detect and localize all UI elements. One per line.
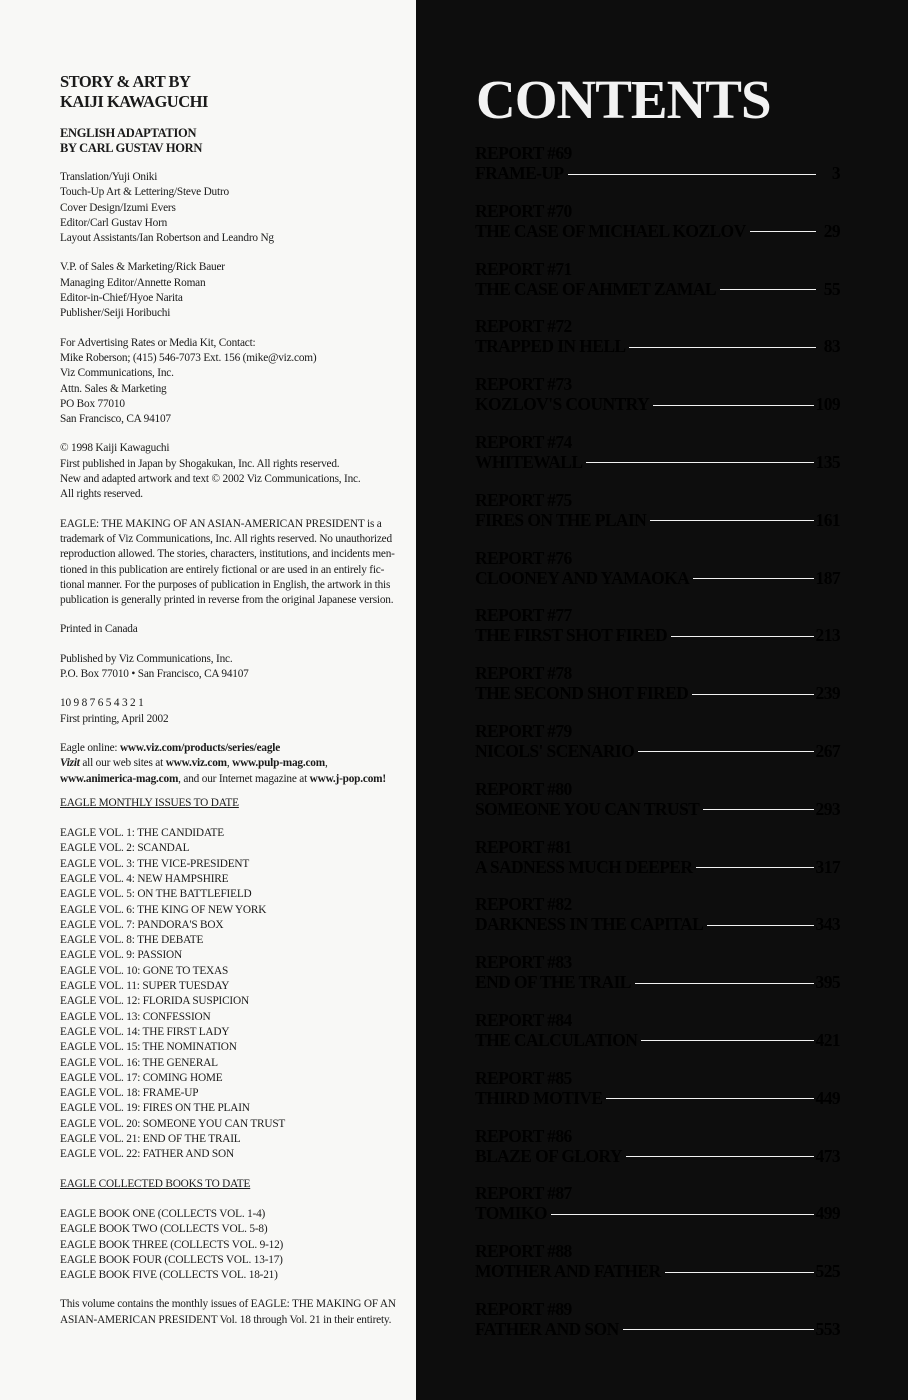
- report-number: REPORT #77: [475, 605, 572, 626]
- report-number: REPORT #70: [475, 200, 572, 221]
- chapter-title: A SADNESS MUCH DEEPER: [475, 856, 693, 877]
- contact-line: San Francisco, CA 94107: [60, 413, 171, 426]
- separator: ,: [226, 757, 233, 770]
- page-number: 239: [815, 683, 840, 704]
- list-item: EAGLE VOL. 1: THE CANDIDATE: [60, 827, 224, 840]
- page-number: 135: [815, 451, 840, 472]
- copyright-line: First published in Japan by Shogakukan, Inc. All rights reserved.: [60, 457, 340, 470]
- page-number: 29: [823, 220, 840, 241]
- list-item: EAGLE VOL. 16: THE GENERAL: [60, 1056, 218, 1069]
- toc-entry[interactable]: [475, 490, 840, 548]
- adaptation-credit-line1: ENGLISH ADAPTATION: [60, 126, 197, 140]
- staff-credit: Touch-Up Art & Lettering/Steve Dutro: [60, 186, 229, 199]
- page-number: 3: [831, 163, 840, 183]
- leader-rule: [638, 751, 813, 752]
- toc-entry[interactable]: [475, 259, 840, 317]
- leader-rule: [703, 809, 813, 810]
- story-credit: [60, 72, 405, 112]
- list-item: EAGLE VOL. 2: SCANDAL: [60, 842, 190, 855]
- toc-entry[interactable]: [475, 316, 840, 374]
- toc-entry[interactable]: [475, 952, 840, 1010]
- exclamation: !: [382, 772, 386, 785]
- trademark-notice: [60, 517, 405, 609]
- leader-rule: [750, 231, 816, 232]
- report-number: REPORT #74: [475, 431, 572, 452]
- printing-line: 10 9 8 7 6 5 4 3 2 1: [60, 697, 144, 710]
- list-item: EAGLE VOL. 19: FIRES ON THE PLAIN: [60, 1102, 250, 1115]
- list-item: EAGLE VOL. 11: SUPER TUESDAY: [60, 980, 230, 993]
- page-number: 449: [815, 1087, 840, 1108]
- leader-rule: [635, 983, 814, 984]
- online-label: Eagle online:: [60, 741, 120, 754]
- credits-page: [0, 0, 416, 1400]
- page-number: 473: [815, 1145, 840, 1166]
- staff-credit: Cover Design/Izumi Evers: [60, 201, 176, 214]
- list-item: EAGLE VOL. 3: THE VICE-PRESIDENT: [60, 857, 250, 870]
- toc-entry[interactable]: [475, 837, 840, 895]
- chapter-title: THE CASE OF MICHAEL KOZLOV: [475, 220, 746, 241]
- report-number: REPORT #87: [475, 1183, 572, 1204]
- toc-entry[interactable]: [475, 1010, 840, 1068]
- chapter-title: THE CASE OF AHMET ZAMAL: [475, 278, 716, 299]
- chapter-title: MOTHER AND FATHER: [475, 1261, 661, 1282]
- chapter-title: SOMEONE YOU CAN TRUST: [475, 798, 700, 819]
- leader-rule: [665, 1272, 814, 1273]
- report-number: REPORT #86: [475, 1125, 572, 1146]
- separator: ,: [324, 757, 328, 770]
- list-item: EAGLE VOL. 17: COMING HOME: [60, 1071, 223, 1084]
- page-number: 55: [823, 278, 840, 299]
- credits-column: [60, 72, 405, 1328]
- trademark-line: tional manner. For the purposes of publication in English, the artwork in this: [60, 578, 391, 591]
- printing-info: [60, 696, 405, 727]
- publisher-line: P.O. Box 77010 • San Francisco, CA 94107: [60, 668, 249, 681]
- chapter-title: THE FIRST SHOT FIRED: [475, 625, 668, 646]
- printed-in: [60, 622, 405, 637]
- page-number: 267: [815, 740, 840, 761]
- toc-entry[interactable]: [475, 374, 840, 432]
- toc-entry[interactable]: [475, 894, 840, 952]
- report-number: REPORT #72: [475, 316, 572, 337]
- trademark-line: publication is generally printed in reverse from the original Japanese version.: [60, 594, 394, 607]
- list-item: EAGLE VOL. 15: THE NOMINATION: [60, 1041, 237, 1054]
- list-item: EAGLE VOL. 12: FLORIDA SUSPICION: [60, 995, 249, 1008]
- report-number: REPORT #71: [475, 258, 572, 279]
- contact-line: Viz Communications, Inc.: [60, 367, 174, 380]
- leader-rule: [653, 405, 813, 406]
- toc-entry[interactable]: [475, 721, 840, 779]
- toc-entry[interactable]: [475, 143, 840, 201]
- list-item: EAGLE VOL. 4: NEW HAMPSHIRE: [60, 872, 229, 885]
- adaptation-credit: [60, 126, 405, 156]
- contact-line: For Advertising Rates or Media Kit, Contact:: [60, 336, 256, 349]
- contents-heading: CONTENTS: [476, 69, 771, 130]
- chapter-title: FRAME-UP: [475, 163, 564, 183]
- staff-credit: Translation/Yuji Oniki: [60, 171, 158, 183]
- list-item: EAGLE VOL. 21: END OF THE TRAIL: [60, 1133, 241, 1146]
- report-number: REPORT #73: [475, 374, 572, 395]
- leader-rule: [568, 174, 816, 175]
- printed-in-text: Printed in Canada: [60, 623, 138, 636]
- report-number: REPORT #78: [475, 663, 572, 684]
- table-of-contents: [475, 143, 840, 1357]
- adaptation-credit-line2: BY CARL GUSTAV HORN: [60, 141, 203, 155]
- report-number: REPORT #80: [475, 778, 572, 799]
- monthly-issues-list: [60, 826, 405, 1163]
- online-line-1: [60, 741, 405, 756]
- toc-entry[interactable]: [475, 779, 840, 837]
- trademark-line: trademark of Viz Communications, Inc. All rights reserved. No unauthorized: [60, 532, 392, 545]
- list-item: EAGLE BOOK FIVE (COLLECTS VOL. 18-21): [60, 1269, 278, 1282]
- report-number: REPORT #79: [475, 720, 572, 741]
- leader-rule: [586, 462, 813, 463]
- page-number: 553: [815, 1318, 840, 1339]
- report-number: REPORT #88: [475, 1241, 572, 1262]
- story-credit-line2: KAIJI KAWAGUCHI: [60, 92, 208, 111]
- list-item: EAGLE BOOK ONE (COLLECTS VOL. 1-4): [60, 1207, 266, 1220]
- vizit-text: all our web sites at: [79, 757, 166, 770]
- toc-entry[interactable]: [475, 1068, 840, 1126]
- chapter-title: WHITEWALL: [475, 451, 583, 472]
- list-item: EAGLE BOOK FOUR (COLLECTS VOL. 13-17): [60, 1253, 283, 1266]
- contact-line: Mike Roberson; (415) 546-7073 Ext. 156 (mike@viz.com): [60, 351, 317, 364]
- page-number: 499: [815, 1203, 840, 1224]
- magazine-text: , and our Internet magazine at: [178, 772, 310, 785]
- report-number: REPORT #82: [475, 894, 572, 915]
- leader-rule: [671, 636, 813, 637]
- report-number: REPORT #75: [475, 489, 572, 510]
- list-item: EAGLE VOL. 7: PANDORA'S BOX: [60, 918, 224, 931]
- toc-entry[interactable]: [475, 1241, 840, 1299]
- publisher-address: [60, 652, 405, 683]
- trademark-line: EAGLE: THE MAKING OF AN ASIAN-AMERICAN PRESIDENT is a: [60, 517, 382, 530]
- online-line-3: [60, 772, 405, 787]
- list-item: EAGLE VOL. 5: ON THE BATTLEFIELD: [60, 888, 252, 901]
- collected-books-list: [60, 1207, 405, 1283]
- list-item: EAGLE BOOK TWO (COLLECTS VOL. 5-8): [60, 1223, 268, 1236]
- monthly-issues-heading: EAGLE MONTHLY ISSUES TO DATE: [60, 796, 239, 809]
- chapter-title: TRAPPED IN HELL: [475, 336, 626, 357]
- chapter-title: THE CALCULATION: [475, 1029, 638, 1050]
- page-number: 293: [815, 798, 840, 819]
- page-number: 421: [815, 1029, 840, 1050]
- contact-line: Attn. Sales & Marketing: [60, 382, 167, 395]
- leader-rule: [692, 694, 813, 695]
- eagle-online-link[interactable]: www.viz.com/products/series/eagle: [119, 741, 281, 754]
- toc-entry[interactable]: [475, 1299, 840, 1357]
- leader-rule: [641, 1040, 813, 1041]
- toc-entry[interactable]: [475, 605, 840, 663]
- leader-rule: [606, 1098, 813, 1099]
- leader-rule: [626, 1156, 814, 1157]
- vizit-word: Vizit: [60, 757, 80, 770]
- list-item: EAGLE BOOK THREE (COLLECTS VOL. 9-12): [60, 1238, 284, 1251]
- pulp-link[interactable]: www.pulp-mag.com: [232, 757, 325, 770]
- report-number: REPORT #85: [475, 1067, 572, 1088]
- list-item: EAGLE VOL. 6: THE KING OF NEW YORK: [60, 903, 267, 916]
- report-number: REPORT #83: [475, 952, 572, 973]
- report-number: REPORT #89: [475, 1298, 572, 1319]
- trademark-line: tioned in this publication are entirely fictional or are used in an entirely fic-: [60, 563, 385, 576]
- toc-entry[interactable]: [475, 548, 840, 606]
- list-item: EAGLE VOL. 8: THE DEBATE: [60, 934, 204, 947]
- page-number: 83: [823, 336, 840, 357]
- animerica-link[interactable]: www.animerica-mag.com: [60, 772, 179, 785]
- page-number: 109: [815, 394, 840, 415]
- toc-entry[interactable]: [475, 201, 840, 259]
- report-number: REPORT #76: [475, 547, 572, 568]
- leader-rule: [720, 289, 816, 290]
- executive-credit: Managing Editor/Annette Roman: [60, 276, 206, 289]
- copyright-line: © 1998 Kaiji Kawaguchi: [60, 442, 170, 455]
- chapter-title: END OF THE TRAIL: [475, 972, 631, 993]
- report-number: REPORT #84: [475, 1009, 572, 1030]
- leader-rule: [696, 867, 813, 868]
- leader-rule: [551, 1214, 814, 1215]
- chapter-title: FATHER AND SON: [475, 1318, 619, 1339]
- copyright-line: New and adapted artwork and text © 2002 Viz Communications, Inc.: [60, 473, 361, 486]
- chapter-title: NICOLS' SCENARIO: [475, 740, 635, 761]
- chapter-title: DARKNESS IN THE CAPITAL: [475, 914, 704, 935]
- leader-rule: [623, 1329, 814, 1330]
- story-credit-line1: STORY & ART BY: [60, 72, 191, 91]
- collected-books-heading: EAGLE COLLECTED BOOKS TO DATE: [60, 1177, 251, 1190]
- chapter-title: CLOONEY AND YAMAOKA: [475, 567, 690, 588]
- chapter-title: KOZLOV'S COUNTRY: [475, 394, 650, 415]
- list-item: EAGLE VOL. 9: PASSION: [60, 949, 182, 962]
- executive-credit: Publisher/Seiji Horibuchi: [60, 307, 171, 320]
- toc-entry[interactable]: [475, 663, 840, 721]
- leader-rule: [707, 925, 813, 926]
- page-number: 187: [815, 567, 840, 588]
- staff-credit: Editor/Carl Gustav Horn: [60, 216, 168, 229]
- chapter-title: BLAZE OF GLORY: [475, 1145, 622, 1166]
- page-number: 343: [815, 914, 840, 935]
- executive-credit: Editor-in-Chief/Hyoe Narita: [60, 292, 183, 305]
- copyright-line: All rights reserved.: [60, 488, 143, 501]
- volume-note: [60, 1297, 405, 1328]
- page-number: 395: [815, 972, 840, 993]
- staff-credits: [60, 170, 405, 246]
- page-number: 161: [815, 509, 840, 530]
- report-number: REPORT #69: [475, 143, 572, 163]
- leader-rule: [650, 520, 813, 521]
- chapter-title: THE SECOND SHOT FIRED: [475, 683, 689, 704]
- chapter-title: FIRES ON THE PLAIN: [475, 509, 647, 530]
- list-item: EAGLE VOL. 18: FRAME-UP: [60, 1087, 199, 1100]
- list-item: EAGLE VOL. 22: FATHER AND SON: [60, 1148, 234, 1161]
- advertising-contact: [60, 336, 405, 428]
- copyright-notice: [60, 441, 405, 502]
- toc-entry[interactable]: [475, 1126, 840, 1184]
- toc-entry[interactable]: [475, 1183, 840, 1241]
- printing-line: First printing, April 2002: [60, 712, 169, 725]
- list-item: EAGLE VOL. 13: CONFESSION: [60, 1010, 211, 1023]
- leader-rule: [629, 347, 816, 348]
- page-number: 317: [815, 856, 840, 877]
- trademark-line: reproduction allowed. The stories, characters, institutions, and incidents men-: [60, 548, 395, 561]
- leader-rule: [693, 578, 813, 579]
- list-item: EAGLE VOL. 14: THE FIRST LADY: [60, 1025, 230, 1038]
- contact-line: PO Box 77010: [60, 397, 125, 410]
- chapter-title: TOMIKO: [475, 1203, 547, 1224]
- online-line-2: [60, 756, 405, 771]
- page-number: 525: [815, 1261, 840, 1282]
- online-info: [60, 741, 405, 787]
- toc-entry[interactable]: [475, 432, 840, 490]
- list-item: EAGLE VOL. 20: SOMEONE YOU CAN TRUST: [60, 1117, 286, 1130]
- executive-credit: V.P. of Sales & Marketing/Rick Bauer: [60, 261, 225, 274]
- staff-credit: Layout Assistants/Ian Robertson and Leandro Ng: [60, 232, 274, 245]
- volume-note-line: ASIAN-AMERICAN PRESIDENT Vol. 18 through Vol. 21 in their entirety.: [60, 1313, 392, 1326]
- chapter-title: THIRD MOTIVE: [475, 1087, 603, 1108]
- jpop-link[interactable]: www.j-pop.com: [309, 772, 383, 785]
- viz-link[interactable]: www.viz.com: [165, 757, 227, 770]
- report-number: REPORT #81: [475, 836, 572, 857]
- list-item: EAGLE VOL. 10: GONE TO TEXAS: [60, 964, 229, 977]
- volume-note-line: This volume contains the monthly issues of EAGLE: THE MAKING OF AN: [60, 1298, 396, 1311]
- publisher-line: Published by Viz Communications, Inc.: [60, 652, 233, 665]
- executive-credits: [60, 260, 405, 321]
- page-number: 213: [815, 625, 840, 646]
